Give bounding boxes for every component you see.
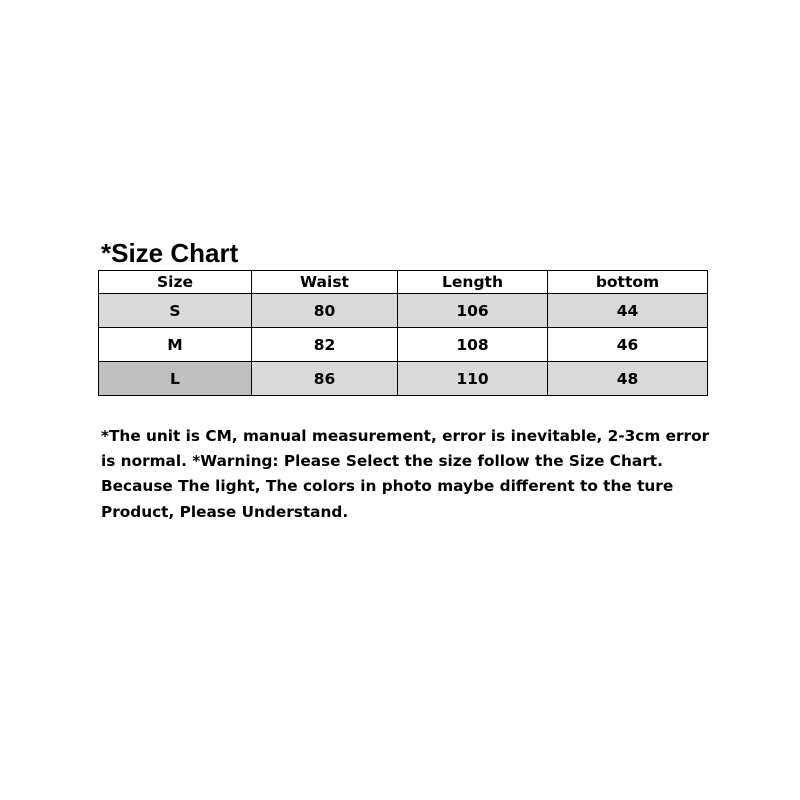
cell-length: 106 — [398, 294, 548, 328]
cell-waist: 86 — [252, 362, 398, 396]
note-line: Product, Please Understand. — [101, 502, 349, 521]
table-row — [99, 328, 708, 362]
page-title: *Size Chart — [101, 238, 239, 268]
cell-length: 110 — [398, 362, 548, 396]
header-length: Length — [398, 271, 548, 294]
cell-bottom: 48 — [548, 362, 708, 396]
cell-size: S — [99, 294, 252, 328]
header-bottom: bottom — [548, 271, 708, 294]
size-chart-table — [98, 270, 708, 396]
cell-waist: 82 — [252, 328, 398, 362]
header-size: Size — [99, 271, 252, 294]
cell-waist: 80 — [252, 294, 398, 328]
cell-bottom: 46 — [548, 328, 708, 362]
table-row — [99, 362, 708, 396]
size-chart-body — [99, 294, 708, 396]
header-row — [99, 271, 708, 294]
header-waist: Waist — [252, 271, 398, 294]
note-line: *The unit is CM, manual measurement, error is inevitable, 2-3cm error — [101, 427, 710, 445]
table-row — [99, 294, 708, 328]
note-line: Because The light, The colors in photo maybe different to the ture — [101, 477, 674, 496]
measurement-note — [101, 424, 721, 525]
cell-length: 108 — [398, 328, 548, 362]
cell-size: L — [99, 362, 252, 396]
cell-size: M — [99, 328, 252, 362]
note-line: is normal. *Warning: Please Select the size follow the Size Chart. — [101, 452, 663, 471]
size-chart-header — [99, 271, 708, 294]
cell-bottom: 44 — [548, 294, 708, 328]
